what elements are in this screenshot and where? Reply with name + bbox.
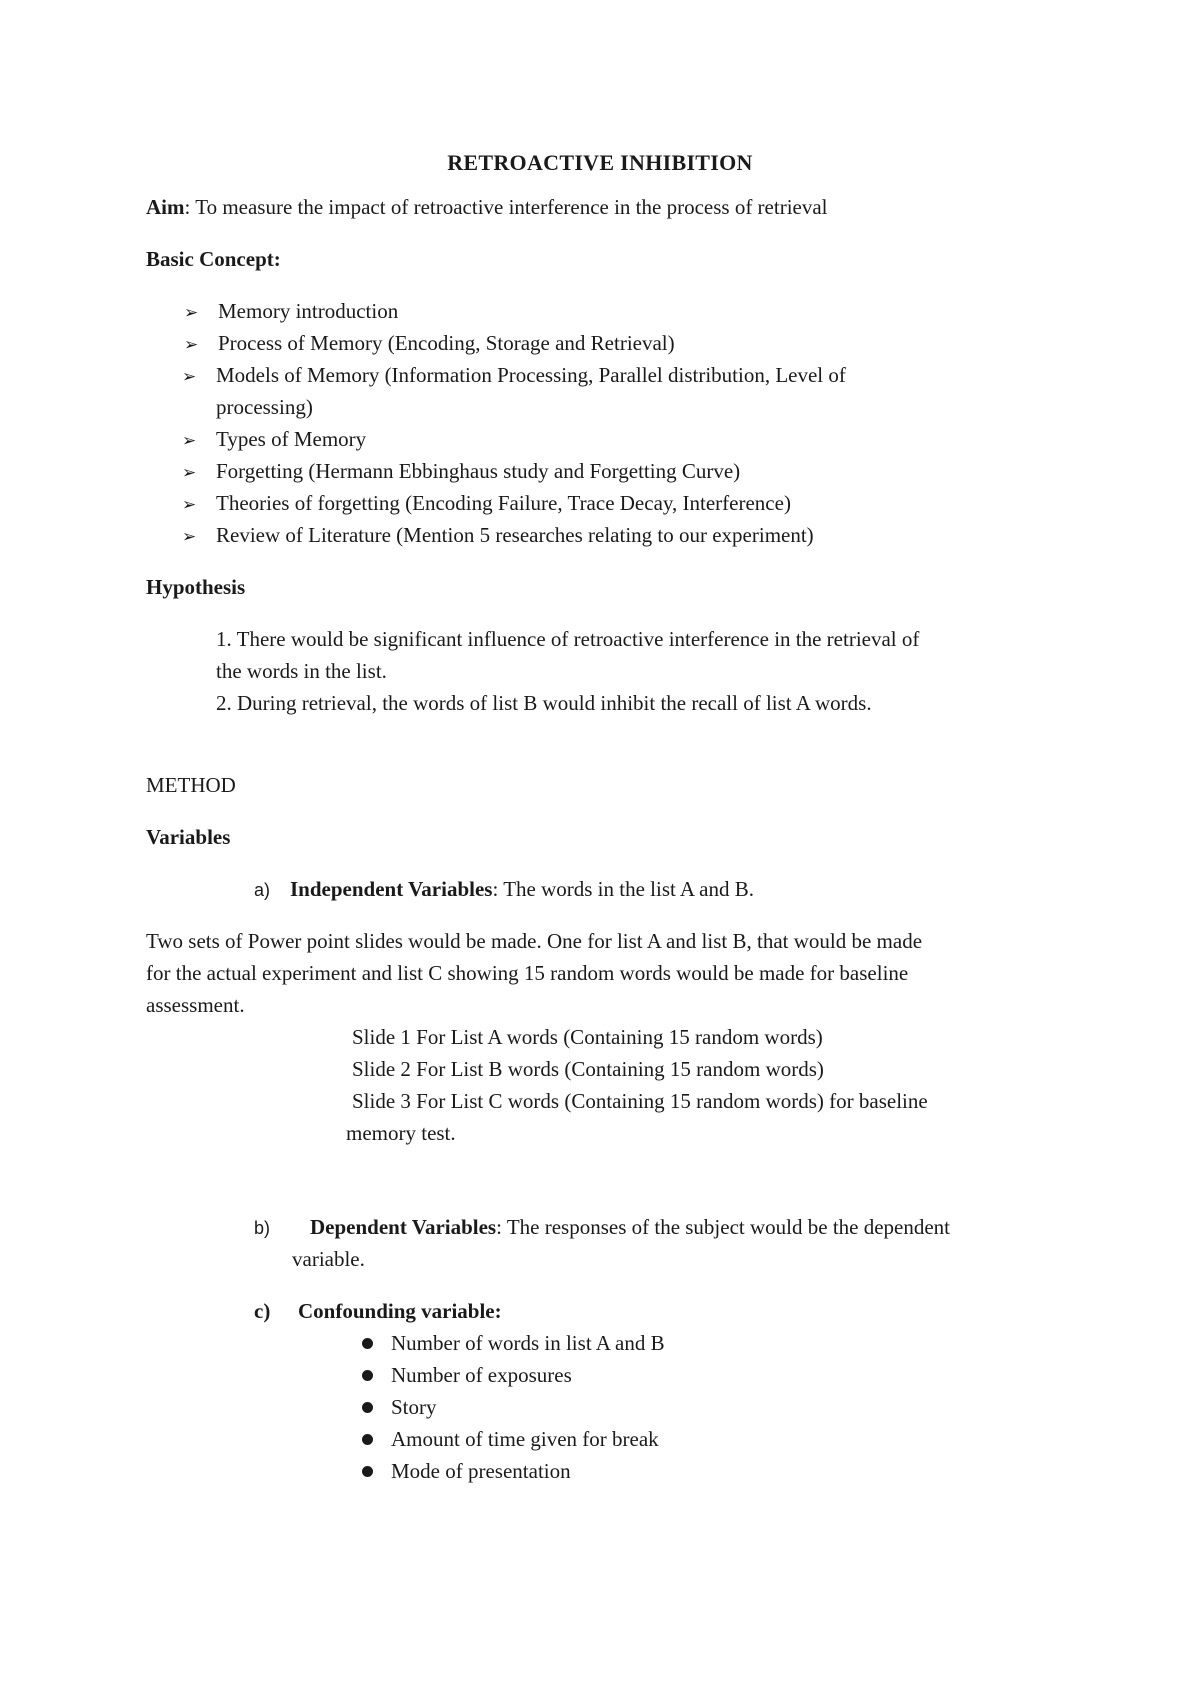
filled-circle-bullet-icon <box>362 1370 373 1381</box>
list-item: Amount of time given for break <box>362 1423 659 1455</box>
list-item: ➢ Review of Literature (Mention 5 researches relating to our experiment) <box>182 519 814 553</box>
arrowhead-bullet-icon: ➢ <box>182 463 197 483</box>
basic-concept-heading: Basic Concept: <box>146 247 281 271</box>
arrowhead-bullet-icon: ➢ <box>184 303 199 323</box>
hypothesis-heading: Hypothesis <box>146 575 246 599</box>
arrowhead-bullet-icon: ➢ <box>184 335 199 355</box>
dependent-label: Dependent Variables <box>310 1215 497 1239</box>
filled-circle-bullet-icon <box>362 1434 373 1445</box>
slide-line: memory test. <box>346 1121 456 1145</box>
filled-circle-bullet-icon <box>362 1402 373 1413</box>
list-item: ➢ Process of Memory (Encoding, Storage and Retrieval) <box>184 327 675 361</box>
arrowhead-bullet-icon: ➢ <box>182 367 197 387</box>
filled-circle-bullet-icon <box>362 1338 373 1349</box>
dependent-continuation: variable. <box>292 1247 365 1271</box>
description-line: assessment. <box>146 993 245 1017</box>
hypothesis-line: 1. There would be significant influence of retroactive interference in the retrieval of <box>216 627 920 651</box>
list-item: Mode of presentation <box>362 1455 571 1487</box>
filled-circle-bullet-icon <box>362 1466 373 1477</box>
slide-line: Slide 1 For List A words (Containing 15 random words) <box>352 1025 823 1049</box>
independent-variable-line <box>254 873 754 906</box>
dependent-marker: b) <box>254 1218 271 1238</box>
confounding-label: Confounding variable: <box>298 1299 502 1323</box>
list-item-continuation: processing) <box>216 395 313 419</box>
confounding-heading <box>254 1295 502 1327</box>
list-item: Number of exposures <box>362 1359 572 1391</box>
aim-text: : To measure the impact of retroactive interference in the process of retrieval <box>184 195 828 219</box>
list-item: Number of words in list A and B <box>362 1327 665 1359</box>
page-title: RETROACTIVE INHIBITION <box>447 150 753 175</box>
arrowhead-bullet-icon: ➢ <box>182 495 197 515</box>
list-item: ➢ Forgetting (Hermann Ebbinghaus study and Forgetting Curve) <box>182 455 740 489</box>
arrowhead-bullet-icon: ➢ <box>182 527 197 547</box>
hypothesis-line: 2. During retrieval, the words of list B would inhibit the recall of list A words. <box>216 691 872 715</box>
dependent-text: : The responses of the subject would be the dependent <box>496 1215 951 1239</box>
list-item: ➢ Memory introduction <box>184 295 398 329</box>
aim-line <box>146 191 828 223</box>
confounding-marker: c) <box>254 1299 271 1323</box>
list-item: ➢ Theories of forgetting (Encoding Failure, Trace Decay, Interference) <box>182 487 791 521</box>
description-line: for the actual experiment and list C showing 15 random words would be made for baseline <box>146 961 909 985</box>
independent-text: : The words in the list A and B. <box>492 877 755 901</box>
independent-marker: a) <box>254 880 271 900</box>
variables-heading: Variables <box>146 825 231 849</box>
aim-label: Aim <box>146 195 185 219</box>
list-item: Story <box>362 1391 437 1423</box>
slide-line: Slide 3 For List C words (Containing 15 random words) for baseline <box>352 1089 928 1113</box>
slide-line: Slide 2 For List B words (Containing 15 random words) <box>352 1057 824 1081</box>
independent-label: Independent Variables <box>290 877 493 901</box>
method-heading: METHOD <box>146 773 236 797</box>
hypothesis-line: the words in the list. <box>216 659 387 683</box>
dependent-variable-line <box>254 1211 950 1244</box>
description-line: Two sets of Power point slides would be made. One for list A and list B, that would be made <box>146 929 923 953</box>
arrowhead-bullet-icon: ➢ <box>182 431 197 451</box>
list-item: ➢ Types of Memory <box>182 423 366 457</box>
list-item: ➢ Models of Memory (Information Processing, Parallel distribution, Level of <box>182 359 846 393</box>
